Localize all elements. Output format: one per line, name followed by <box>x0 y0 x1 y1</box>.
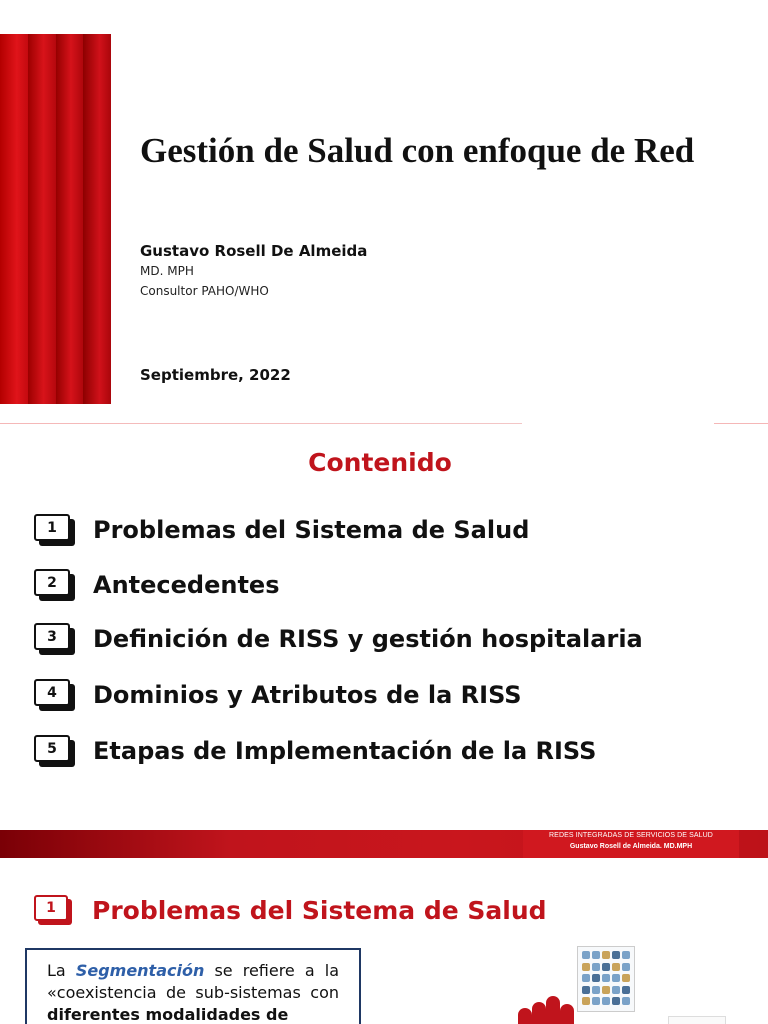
number-badge <box>34 514 76 546</box>
number-badge <box>34 569 76 601</box>
thumbnail-image <box>668 1016 726 1024</box>
toc-item-1 <box>34 510 529 550</box>
section-number-badge <box>34 895 72 925</box>
presentation-date: Septiembre, 2022 <box>140 366 291 384</box>
badge-number: 5 <box>34 735 70 762</box>
author-degree: MD. MPH <box>140 264 194 278</box>
keyword-segmentacion: Segmentación <box>75 961 205 980</box>
person-icon <box>532 1002 546 1024</box>
section-slide <box>0 820 768 1024</box>
stripe <box>0 34 28 404</box>
text-prefix: La <box>47 961 66 980</box>
title-slide <box>0 0 768 424</box>
toc-item-text: Dominios y Atributos de la RISS <box>93 681 522 709</box>
banner-author: Gustavo Rosell de Almeida. MD.MPH <box>569 843 693 850</box>
number-badge <box>34 735 76 767</box>
person-icon <box>518 1008 532 1024</box>
text-body: se refiere a la «coexistencia de sub-sistemas con <box>47 961 339 1002</box>
badge-number: 2 <box>34 569 70 596</box>
badge-number: 1 <box>34 895 68 921</box>
number-badge <box>34 623 76 655</box>
contents-slide <box>0 424 768 820</box>
badge-number: 1 <box>34 514 70 541</box>
stripe <box>56 34 84 404</box>
toc-item-3 <box>34 619 643 659</box>
toc-item-text: Antecedentes <box>93 571 280 599</box>
toc-item-text: Definición de RISS y gestión hospitalaria <box>93 625 643 653</box>
badge-number: 4 <box>34 679 70 706</box>
toc-item-text: Problemas del Sistema de Salud <box>93 516 530 544</box>
toc-item-text: Etapas de Implementación de la RISS <box>93 737 597 765</box>
person-icon <box>546 996 560 1024</box>
number-badge <box>34 679 76 711</box>
author-role: Consultor PAHO/WHO <box>140 284 269 298</box>
presentation-title: Gestión de Salud con enfoque de Red <box>140 131 695 170</box>
contents-heading: Contenido <box>308 448 452 477</box>
stripe <box>83 34 111 404</box>
author-name: Gustavo Rosell De Almeida <box>140 242 368 260</box>
section-heading <box>34 890 547 930</box>
segmentation-text-box <box>25 948 361 1024</box>
stripe <box>28 34 56 404</box>
decorative-red-stripes <box>0 34 111 404</box>
badge-number: 3 <box>34 623 70 650</box>
toc-item-5 <box>34 731 596 771</box>
people-silhouettes-image <box>518 990 588 1024</box>
person-icon <box>560 1004 574 1024</box>
toc-item-4 <box>34 675 522 715</box>
banner-title: REDES INTEGRADAS DE SERVICIOS DE SALUD <box>549 832 713 839</box>
section-title: Problemas del Sistema de Salud <box>92 895 547 925</box>
text-bold: diferentes modalidades de <box>47 1005 289 1024</box>
toc-item-2 <box>34 565 280 605</box>
